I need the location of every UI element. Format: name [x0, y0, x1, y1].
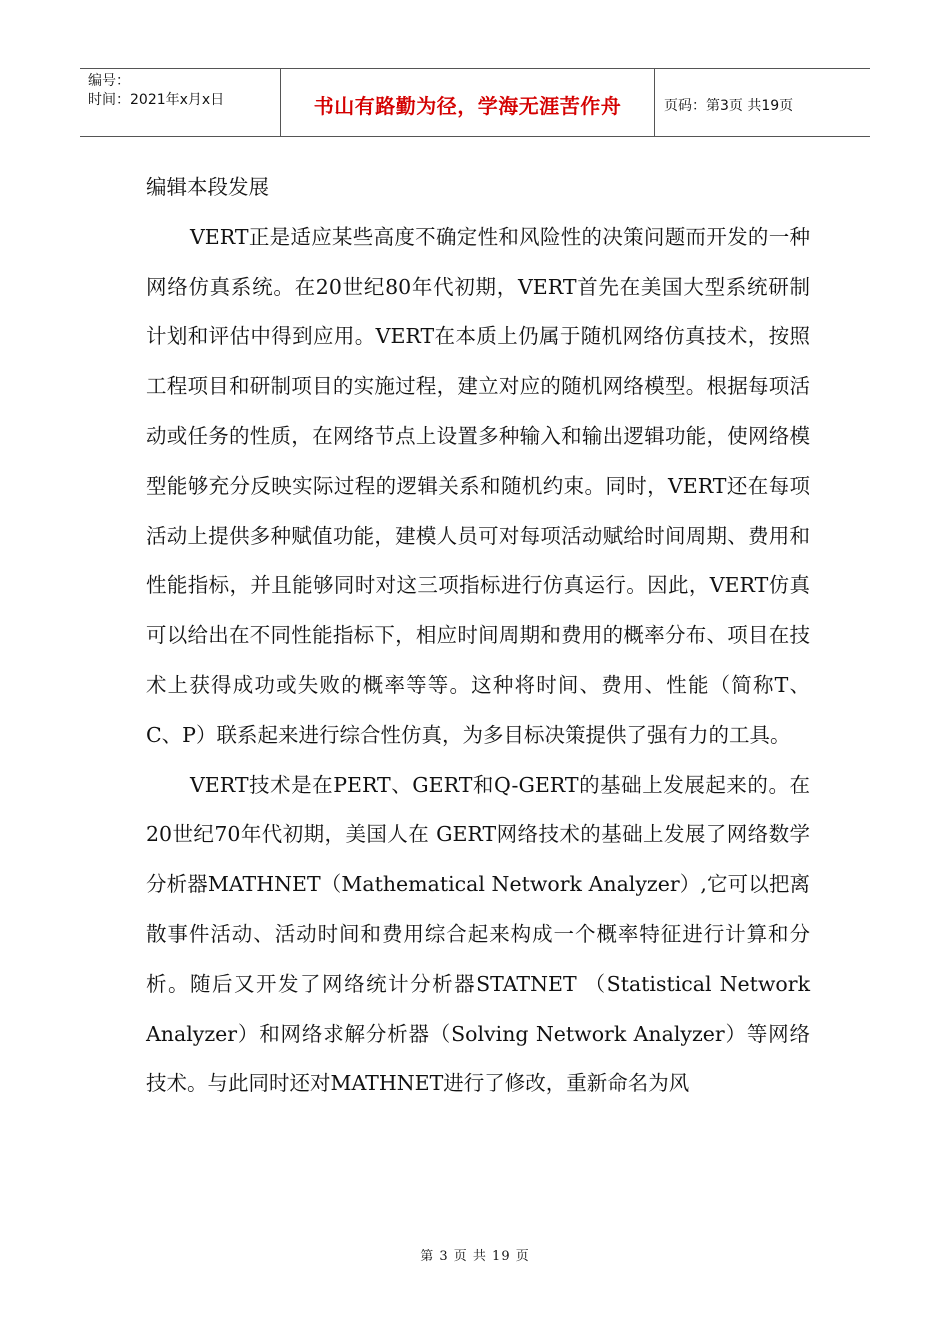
section-title: 编辑本段发展 — [146, 175, 269, 199]
document-number-label: 编号： — [88, 73, 130, 89]
header-page-info: 页码：第3页 共19页 — [664, 97, 794, 114]
header-motto-cell — [281, 69, 655, 136]
page-header — [80, 68, 870, 137]
paragraph-2: VERT技术是在PERT、GERT和Q-GERT的基础上发展起来的。在20世纪70年代初期，美国人在 GERT网络技术的基础上发展了网络数学分析器MATHNET（Mathematical Network Analyzer）,它可以把离散事件活动、活动时间和费用综合起来构成一个概率特征进行计算和分析。随后又开发了网络统计分析器STATNET （Statistical Network Analyzer）和网络求解分析器（Solving Network Analyzer）等网络技术。与此同时还对MATHNET进行了修改，重新命名为风 — [146, 772, 810, 1096]
header-page-info-cell — [655, 69, 870, 136]
document-body — [146, 163, 810, 1109]
document-date: 时间：2021年x月x日 — [88, 92, 225, 108]
header-motto: 书山有路勤为径，学海无涯苦作舟 — [313, 94, 622, 118]
header-meta — [80, 69, 281, 136]
paragraph-1: VERT正是适应某些高度不确定性和风险性的决策问题而开发的一种网络仿真系统。在20世纪80年代初期，VERT首先在美国大型系统研制计划和评估中得到应用。VERT在本质上仍属于随机网络仿真技术，按照工程项目和研制项目的实施过程，建立对应的随机网络模型。根据每项活动或任务的性质，在网络节点上设置多种输入和输出逻辑功能，使网络模型能够充分反映实际过程的逻辑关系和随机约束。同时，VERT还在每项活动上提供多种赋值功能，建模人员可对每项活动赋给时间周期、费用和性能指标，并且能够同时对这三项指标进行仿真运行。因此，VERT仿真可以给出在不同性能指标下，相应时间周期和费用的概率分布、项目在技术上获得成功或失败的概率等等。这种将时间、费用、性能（简称T、C、P）联系起来进行综合性仿真，为多目标决策提供了强有力的工具。 — [146, 224, 810, 747]
page-footer: 第 3 页 共 19 页 — [420, 1249, 530, 1264]
